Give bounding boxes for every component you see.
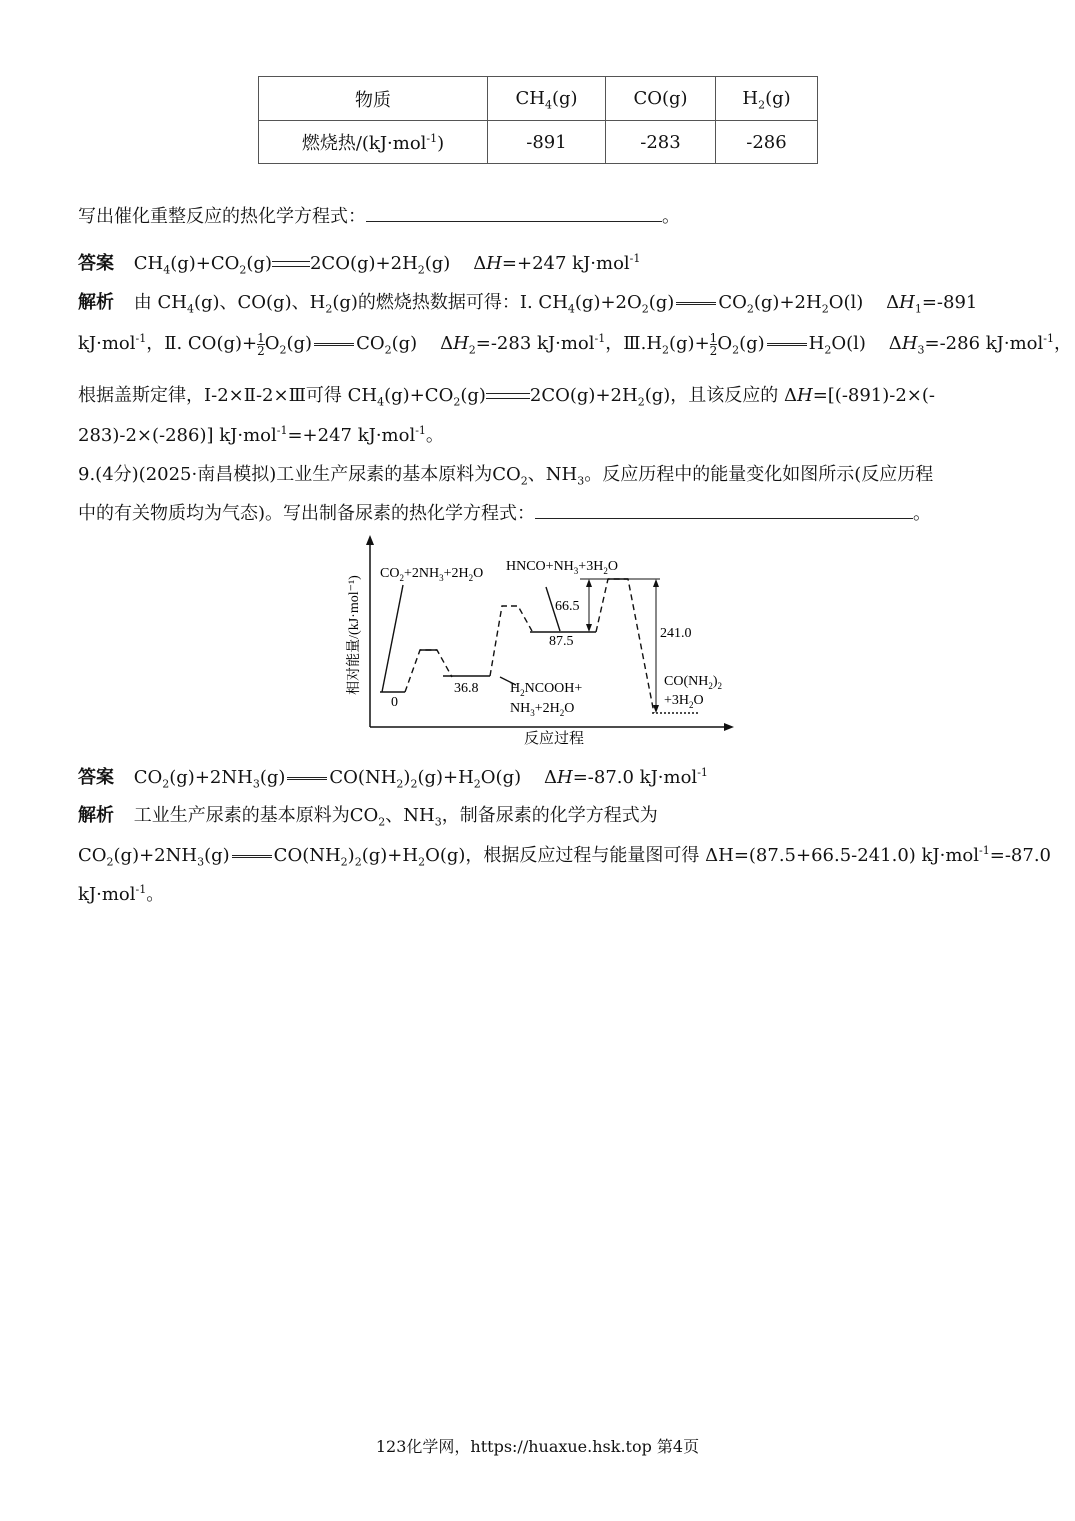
label-241: 241.0 xyxy=(660,626,692,641)
q8-analysis-line4: 283)-2×(-286)] kJ·mol$^{-1}$=+247 kJ·mol$^{-1}$。 xyxy=(78,424,444,446)
analysis-label: 解析 xyxy=(78,292,114,313)
q9-analysis-text-3: ，制备尿素的化学方程式为 xyxy=(441,805,658,826)
table-cell-co: -283 xyxy=(606,121,716,164)
q9-question-line1: 9.(4分)(2025·南昌模拟)工业生产尿素的基本原料为$CO_2$、$NH_3$。反应历程中的能量变化如图所示(反应历程 xyxy=(78,464,934,488)
q8-prompt-text: 写出催化重整反应的热化学方程式： xyxy=(78,206,366,227)
table-cell-h2: -286 xyxy=(716,121,818,164)
q9-analysis-text-1: 工业生产尿素的基本原料为CO xyxy=(133,805,379,826)
q9-question-line2 xyxy=(78,499,931,525)
ts2-path xyxy=(490,606,532,676)
label-66-5: 66.5 xyxy=(555,599,580,614)
table-header-h2: $H_2(g)$ xyxy=(716,77,818,121)
y-axis-label: 相对能量/(kJ·mol⁻¹) xyxy=(347,575,362,695)
x-axis-label: 反应过程 xyxy=(523,731,585,747)
q9-analysis-line3: kJ·mol$^{-1}$。 xyxy=(78,883,165,905)
q8-analysis-line2: kJ·mol$^{-1}$，Ⅱ. CO(g)+ $\frac{1}{2}$ $O_2(g)$ $CO_2(g)$ $\Delta H_2=-283$ kJ·mol$^{-1}$，$Ⅲ.H_2(g)+$ $\frac{1}{2}$ $O_2(g)$ $H_2O(l)$ $\Delta H_3=-286$ kJ·mol$^{-1}$， xyxy=(78,330,1072,358)
label-reactants: $CO_2+2NH_3+2H_2O$ xyxy=(380,566,484,583)
reactant-leader-line xyxy=(382,585,403,692)
y-axis-arrow-icon xyxy=(366,535,374,545)
page-footer: 123化学网，https://huaxue.hsk.top 第4页 xyxy=(375,1437,700,1456)
q9-analysis-text-4: ，根据反应过程与能量图可得 xyxy=(465,845,700,866)
arrow-241-down-icon xyxy=(653,705,659,713)
answer-label-q9: 答案 xyxy=(78,767,114,788)
label-zero: 0 xyxy=(391,695,398,710)
q8-answer: 答案 $CH_4(g)+CO_2(g)$ $2CO(g)+2H_2(g)$ ΔH=+247 kJ·mol$^{-1}$ xyxy=(78,252,641,277)
ts1-path xyxy=(405,650,452,692)
label-87-5: 87.5 xyxy=(549,634,574,649)
analysis-label-q9: 解析 xyxy=(78,805,114,826)
table-header-ch4: $CH_4(g)$ xyxy=(488,77,606,121)
q8-prompt xyxy=(78,202,680,228)
q9-text-1b: 、NH xyxy=(527,464,578,485)
label-h2ncooh: $H_2NCOOH+$ xyxy=(510,681,583,698)
q8-analysis-line1: 解析 由 $CH_4(g)$、CO(g)、$H_2(g)$的燃烧热数据可得：Ⅰ. $CH_4(g)+2O_2(g)$ $CO_2(g)+2H_2O(l)$ $\Delta H_1=-891$ xyxy=(78,292,978,316)
arrow-66-5-up-icon xyxy=(586,579,592,587)
q9-analysis-line1: 解析 工业生产尿素的基本原料为$CO_2$、$NH_3$，制备尿素的化学方程式为 xyxy=(78,805,658,829)
table-cell-ch4: -891 xyxy=(488,121,606,164)
label-urea-water: $+3H_2O$ xyxy=(664,693,704,710)
label-hnco: $HNCO+NH_3+3H_2O$ xyxy=(506,559,618,576)
x-axis-arrow-icon xyxy=(724,723,734,731)
q9-answer-blank xyxy=(535,500,913,519)
q9-text-1: 9.(4分)(2025·南昌模拟)工业生产尿素的基本原料为CO xyxy=(78,464,521,485)
table-header-co: CO(g) xyxy=(606,77,716,121)
q9-end-mark: 。 xyxy=(913,503,932,524)
q8-analysis-line3: 根据盖斯定律，Ⅰ-2×Ⅱ-2×Ⅲ可得 $CH_4(g)+CO_2(g)$ $2CO(g)+2H_2(g)$，且该反应的 ΔH=[(-891)-2×(- xyxy=(78,385,935,409)
q8-answer-blank xyxy=(366,203,662,222)
label-36-8: 36.8 xyxy=(454,681,479,696)
label-urea: $CO(NH_2)_2$ xyxy=(664,674,723,691)
energy-profile-diagram xyxy=(340,535,740,751)
q9-analysis-text-6: =-87.0 xyxy=(989,845,1051,866)
arrow-66-5-down-icon xyxy=(586,624,592,632)
q9-analysis-line2: $CO_2(g)+2NH_3(g)$ $CO(NH_2)_2(g)+H_2O(g)$，根据反应过程与能量图可得 ΔH=(87.5+66.5-241.0) kJ·mol$^{-1}$=-87.0 xyxy=(78,844,1051,869)
q9-analysis-text-2: 、NH xyxy=(385,805,435,826)
q9-answer: 答案 $CO_2(g)+2NH_3(g)$ $CO(NH_2)_2(g)+H_2O(g)$ ΔH=-87.0 kJ·mol$^{-1}$ xyxy=(78,766,708,791)
arrow-241-up-icon xyxy=(653,579,659,587)
q9-text-1c: 。反应历程中的能量变化如图所示(反应历程 xyxy=(584,464,934,485)
q9-analysis-text-5: ΔH=(87.5+66.5-241.0) kJ·mol xyxy=(705,845,980,866)
table-header-substance: 物质 xyxy=(259,77,488,121)
combustion-heat-table xyxy=(258,76,818,164)
label-nh3-2h2o: $NH_3+2H_2O$ xyxy=(510,701,575,718)
q9-text-2: 中的有关物质均为气态)。写出制备尿素的热化学方程式： xyxy=(78,503,536,524)
table-row-label: 燃烧热/(kJ·mol$^{-1}$) xyxy=(259,121,488,164)
answer-label: 答案 xyxy=(78,253,114,274)
q9-analysis-text-7: kJ·mol xyxy=(78,884,136,905)
q8-end-mark: 。 xyxy=(662,206,680,227)
ts3-path xyxy=(596,579,654,713)
